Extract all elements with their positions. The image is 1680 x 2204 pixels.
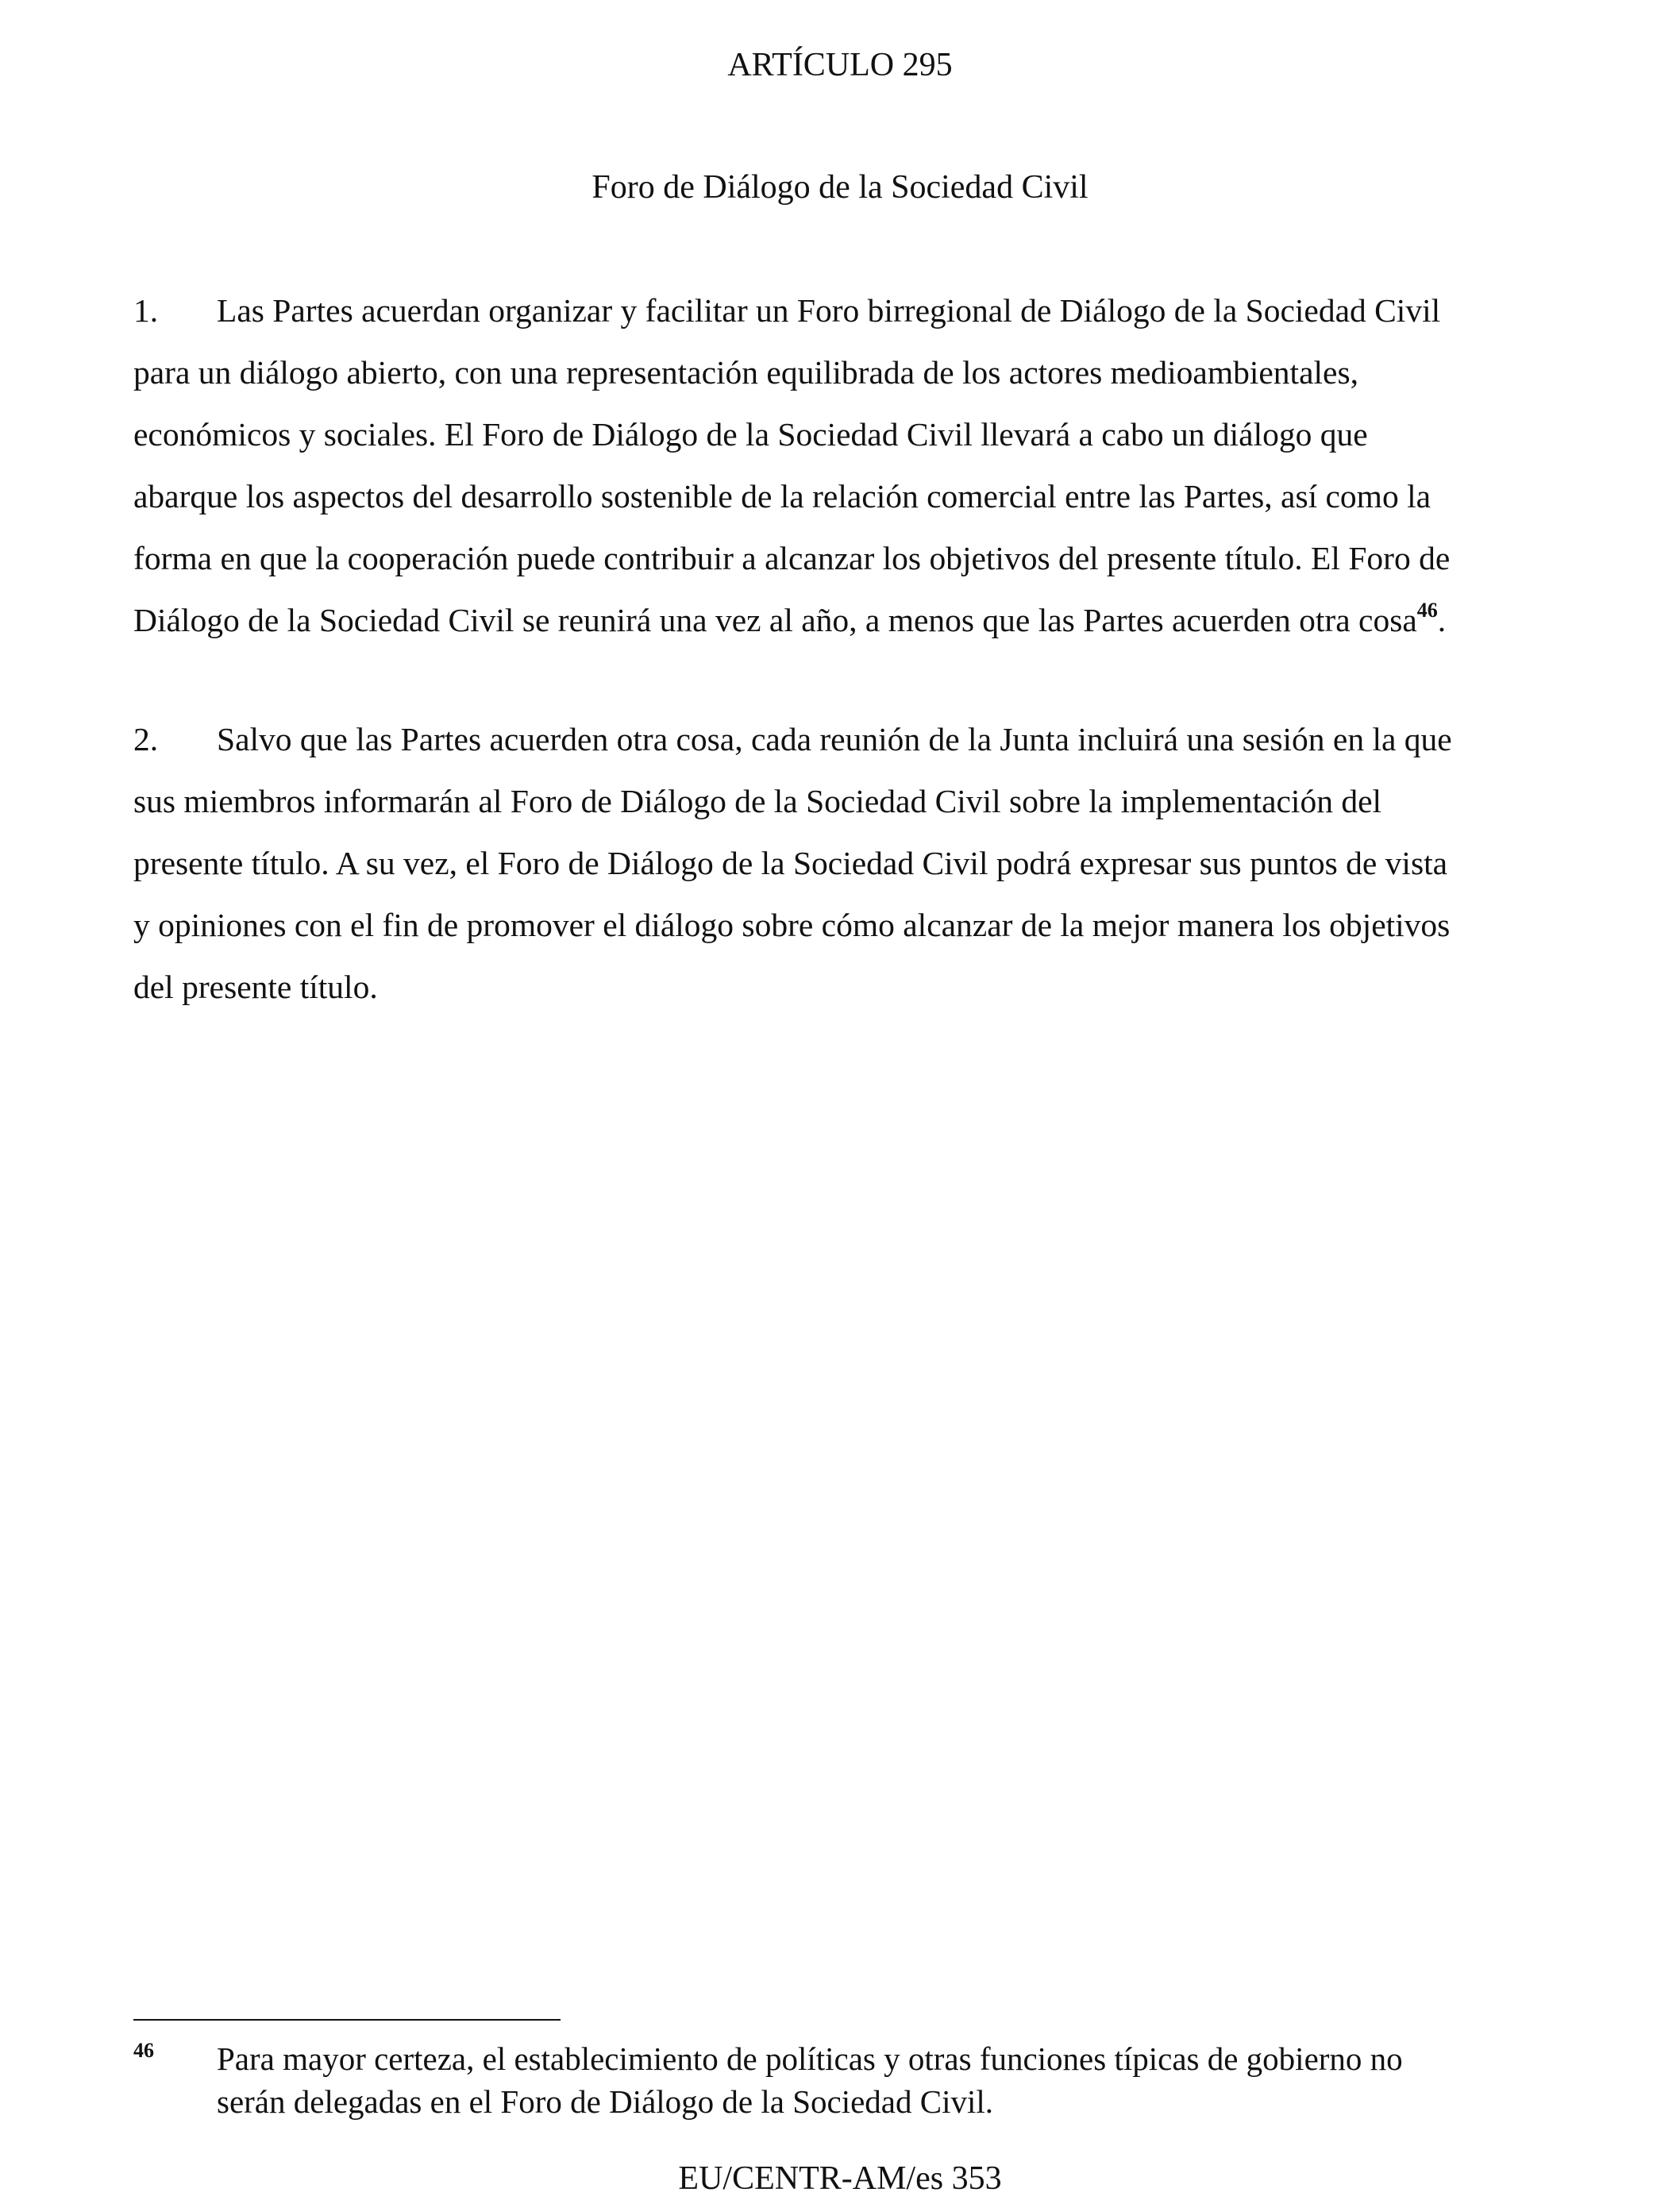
paragraph-line: forma en que la cooperación puede contribuir a alcanzar los objetivos del presente título. El Foro de [133, 540, 1451, 576]
article-title: Foro de Diálogo de la Sociedad Civil [591, 169, 1089, 206]
paragraph-1 [133, 279, 1562, 651]
paragraph-number: 1. [133, 292, 159, 329]
footnote-reference[interactable]: 46 [1416, 599, 1438, 622]
footnote-number: 46 [133, 2039, 154, 2062]
footnote-line: serán delegadas en el Foro de Diálogo de la Sociedad Civil. [217, 2083, 994, 2120]
footnote-text [217, 2037, 1566, 2123]
paragraph-line: presente título. A su vez, el Foro de Diálogo de la Sociedad Civil podrá expresar sus puntos de vista [133, 845, 1448, 881]
footnote-line: Para mayor certeza, el establecimiento de políticas y otras funciones típicas de gobierno no [217, 2040, 1403, 2077]
paragraph-line: económicos y sociales. El Foro de Diálogo de la Sociedad Civil llevará a cabo un diálogo que [133, 416, 1368, 453]
paragraph-line: abarque los aspectos del desarrollo sostenible de la relación comercial entre las Partes, así como la [133, 478, 1431, 514]
paragraph-number: 2. [133, 721, 159, 757]
paragraph-line: para un diálogo abierto, con una representación equilibrada de los actores medioambientales, [133, 354, 1358, 391]
paragraph-line: Diálogo de la Sociedad Civil se reunirá una vez al año, a menos que las Partes acuerden otra cosa$^{46}$. [133, 599, 1447, 638]
article-heading: ARTÍCULO 295 [727, 47, 953, 83]
footnote-separator [133, 2019, 561, 2021]
paragraph-line: del presente título. [133, 969, 378, 1005]
paragraph-line: y opiniones con el fin de promover el diálogo sobre cómo alcanzar de la mejor manera los objetivos [133, 907, 1451, 943]
page-footer-reference: EU/CENTR-AM/es 353 [678, 2160, 1002, 2197]
paragraph-2 [133, 708, 1562, 1018]
paragraph-line: 1. Las Partes acuerdan organizar y facilitar un Foro birregional de Diálogo de la Sociedad Civil [133, 279, 1562, 341]
paragraph-line: sus miembros informarán al Foro de Diálogo de la Sociedad Civil sobre la implementación del [133, 783, 1382, 819]
paragraph-line: 2. Salvo que las Partes acuerden otra cosa, cada reunión de la Junta incluirá una sesión en la que [133, 708, 1562, 770]
